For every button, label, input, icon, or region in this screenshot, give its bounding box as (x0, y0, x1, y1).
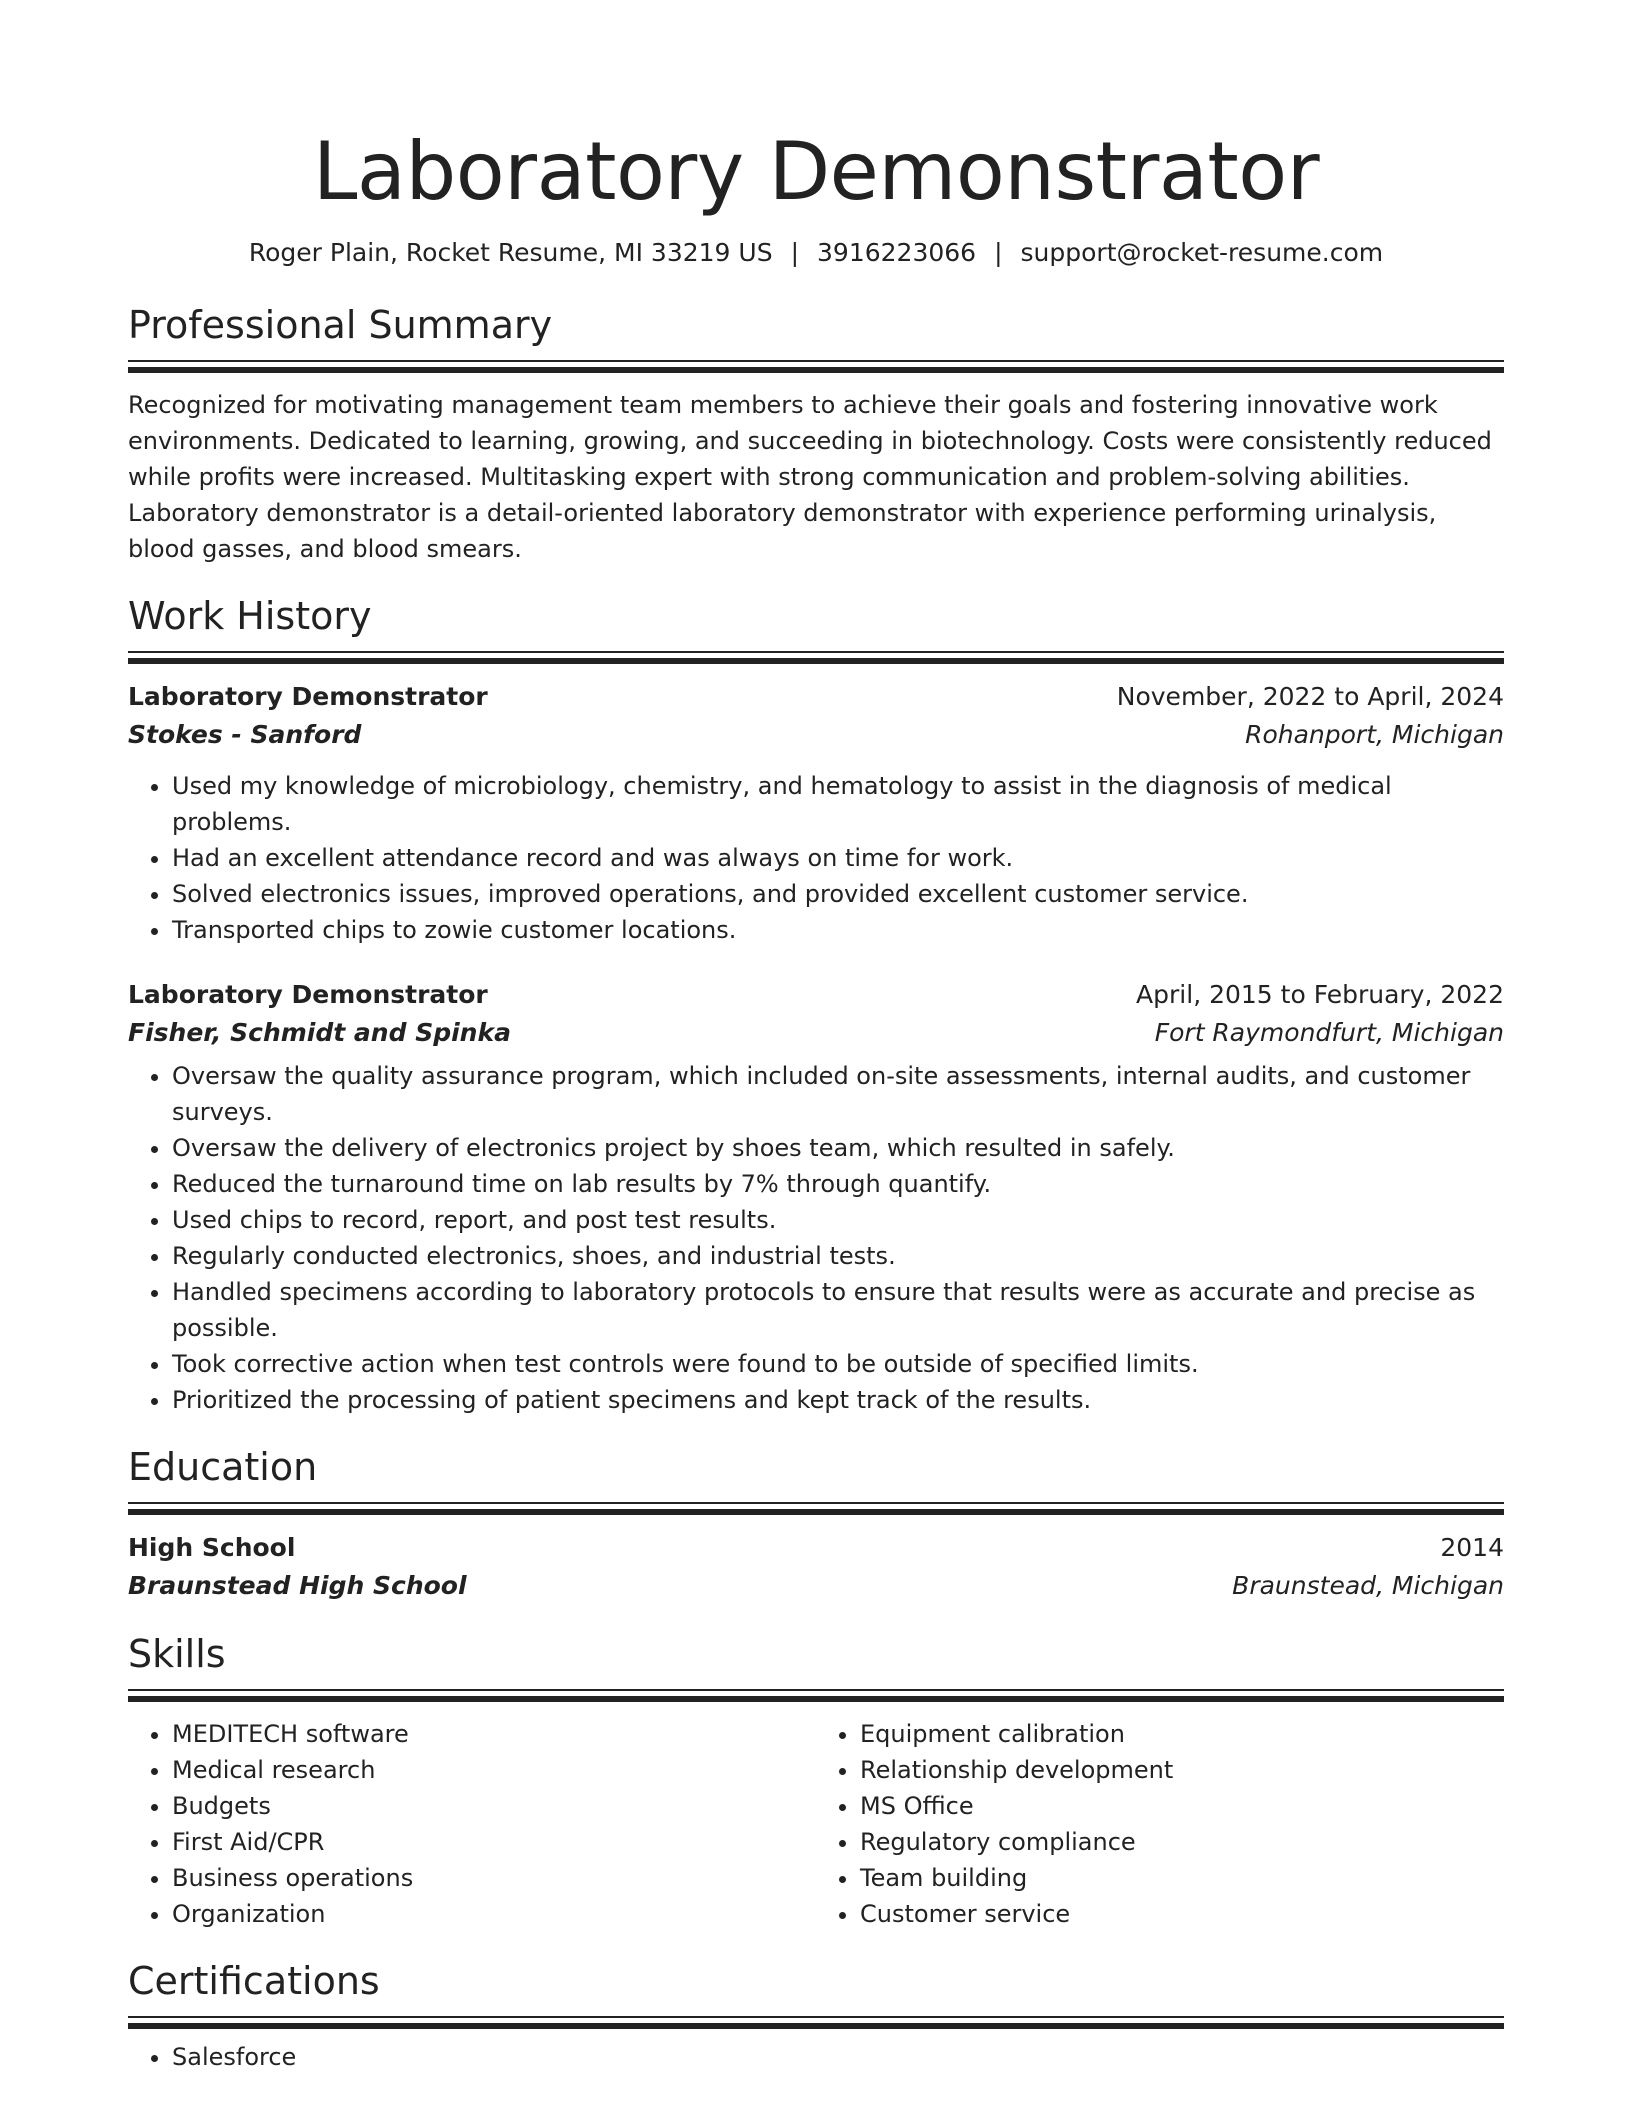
contact-separator: | (790, 238, 800, 267)
list-item: • Had an excellent attendance record and was always on time for work. (172, 840, 1504, 876)
list-item: • Took corrective action when test controls were found to be outside of specified limits. (172, 1346, 1504, 1382)
list-item: • Solved electronics issues, improved operations, and provided excellent customer service. (172, 876, 1504, 912)
list-item: • Regularly conducted electronics, shoes, and industrial tests. (172, 1238, 1504, 1274)
section-rule (128, 651, 1504, 664)
certifications-section (128, 1958, 1504, 2075)
education-entry (128, 1529, 1504, 1605)
list-item: • Reduced the turnaround time on lab results by 7% through quantify. (172, 1166, 1504, 1202)
list-item: • Used my knowledge of microbiology, chemistry, and hematology to assist in the diagnosis of medical problems. (172, 768, 1504, 840)
list-item: • Relationship development (860, 1752, 1504, 1788)
section-heading: Education (128, 1445, 318, 1489)
education-header (128, 1529, 1504, 1567)
section-rule (128, 1689, 1504, 1702)
list-item: • Oversaw the delivery of electronics project by shoes team, which resulted in safely. (172, 1130, 1504, 1166)
contact-email: support@rocket-resume.com (1020, 238, 1384, 267)
job-entry (128, 678, 1504, 948)
list-item: • Handled specimens according to laboratory protocols to ensure that results were as accurate and precise as possible. (172, 1274, 1504, 1346)
skills-list-right (816, 1716, 1504, 1932)
job-company: Stokes - Sanford (128, 720, 362, 749)
list-item: • Oversaw the quality assurance program, which included on-site assessments, internal audits, and customer surveys. (172, 1058, 1504, 1130)
list-item: • MS Office (860, 1788, 1504, 1824)
list-item: • Medical research (172, 1752, 816, 1788)
job-entry (128, 976, 1504, 1418)
list-item: • Regulatory compliance (860, 1824, 1504, 1860)
section-heading: Certifications (128, 1959, 380, 2003)
summary-section (128, 302, 1504, 567)
list-item: • First Aid/CPR (172, 1824, 816, 1860)
list-item: • Transported chips to zowie customer locations. (172, 912, 1504, 948)
job-subheader (128, 716, 1504, 754)
certifications-list (128, 2039, 1504, 2075)
list-item: • Salesforce (172, 2039, 1504, 2075)
section-heading: Professional Summary (128, 303, 553, 347)
education-section (128, 1444, 1504, 1605)
job-company: Fisher, Schmidt and Spinka (128, 1018, 511, 1047)
list-item: • Prioritized the processing of patient specimens and kept track of the results. (172, 1382, 1504, 1418)
job-title: Laboratory Demonstrator (128, 682, 488, 711)
section-rule (128, 1502, 1504, 1515)
job-title: Laboratory Demonstrator (128, 980, 488, 1009)
education-degree: High School (128, 1533, 296, 1562)
list-item: • Business operations (172, 1860, 816, 1896)
job-header (128, 678, 1504, 716)
education-subheader (128, 1567, 1504, 1605)
job-location: Rohanport, Michigan (1245, 720, 1504, 749)
education-school: Braunstead High School (128, 1571, 467, 1600)
list-item: • Organization (172, 1896, 816, 1932)
section-rule (128, 2016, 1504, 2029)
summary-text: Recognized for motivating management team members to achieve their goals and fostering innovative work environments. Dedicated to learning, growing, and succeeding in biotechnology. Costs were consistently reduced while profits were increased. Multitasking expert with strong communication and problem-solving abilities. Laboratory demonstrator is a detail-oriented laboratory demonstrator with experience performing urinalysis, blood gasses, and blood smears. (128, 391, 1492, 563)
list-item: • Team building (860, 1860, 1504, 1896)
contact-separator: | (994, 238, 1003, 267)
contact-line (128, 238, 1504, 268)
resume-page (128, 0, 1504, 2075)
job-bullets (128, 1058, 1504, 1418)
list-item: • Budgets (172, 1788, 816, 1824)
education-location: Braunstead, Michigan (1232, 1571, 1504, 1600)
job-header (128, 976, 1504, 1014)
job-dates: April, 2015 to February, 2022 (1136, 980, 1504, 1009)
list-item: • Used chips to record, report, and post test results. (172, 1202, 1504, 1238)
job-dates: November, 2022 to April, 2024 (1116, 682, 1504, 711)
skills-columns (128, 1716, 1504, 1932)
section-heading: Skills (128, 1632, 226, 1676)
skills-list-left (128, 1716, 816, 1932)
section-heading: Work History (128, 594, 372, 638)
resume-title: Laboratory Demonstrator (312, 125, 1320, 218)
education-year: 2014 (1440, 1533, 1504, 1562)
contact-phone: 3916223066 (817, 238, 977, 267)
job-bullets (128, 768, 1504, 948)
job-subheader (128, 1014, 1504, 1052)
contact-address: Roger Plain, Rocket Resume, MI 33219 US (248, 238, 773, 267)
work-section (128, 593, 1504, 1418)
list-item: • MEDITECH software (172, 1716, 816, 1752)
job-location: Fort Raymondfurt, Michigan (1154, 1018, 1504, 1047)
section-rule (128, 360, 1504, 373)
skills-section (128, 1631, 1504, 1932)
list-item: • Equipment calibration (860, 1716, 1504, 1752)
list-item: • Customer service (860, 1896, 1504, 1932)
